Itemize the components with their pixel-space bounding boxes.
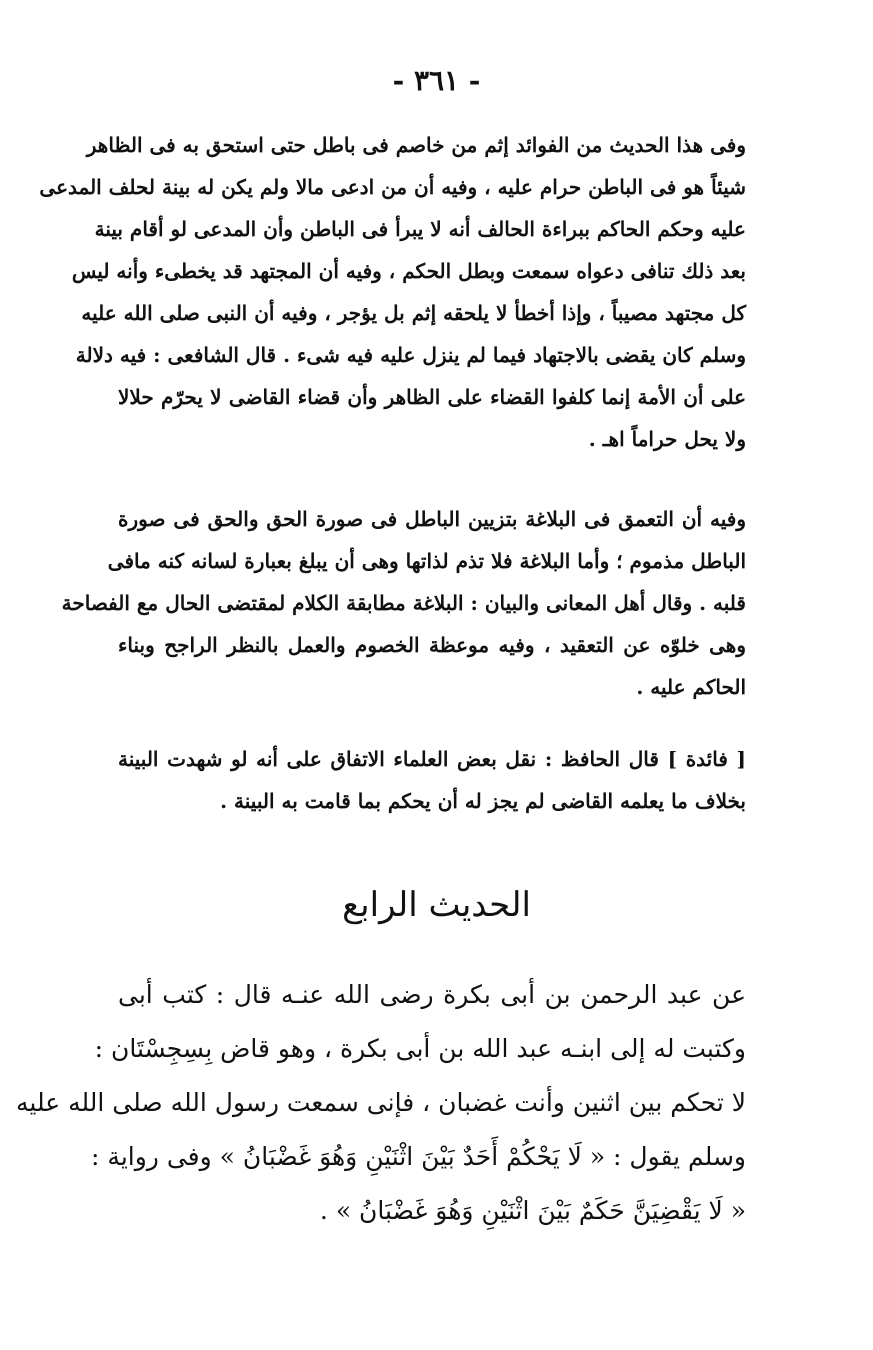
text-line: الباطل مذموم ؛ وأما البلاغة فلا تذم لذاتها وهى أن يبلغ بعبارة لسانه كنه مافى: [107, 549, 746, 573]
text-line: على أن الأمة إنما كلفوا القضاء على الظاهر وأن قضاء القاضى لا يحرّم حلالا: [118, 385, 746, 409]
text-line: قلبه . وقال أهل المعانى والبيان : البلاغة مطابقة الكلام لمقتضى الحال مع الفصاحة: [61, 591, 746, 615]
text-line: وفى هذا الحديث من الفوائد إثم من خاصم فى باطل حتى استحق به فى الظاهر: [86, 133, 746, 157]
text-line: بعد ذلك تنافى دعواه سمعت وبطل الحكم ، وفيه أن المجتهد قد يخطىء وأنه ليس: [71, 259, 746, 283]
text-line: وفيه أن التعمق فى البلاغة بتزيين الباطل فى صورة الحق والحق فى صورة: [118, 507, 746, 531]
text-line: لا تحكم بين اثنين وأنت غضبان ، فإنى سمعت رسول الله صلى الله عليه: [16, 1088, 746, 1117]
hadith-text: [16, 968, 746, 1238]
text-line: [ فائدة ] قال الحافظ : نقل بعض العلماء الاتفاق على أنه لو شهدت البينة: [118, 747, 746, 771]
paragraph-eloquence: [61, 498, 746, 708]
paragraph-benefits: [39, 124, 746, 460]
text-line: وهى خلوّه عن التعقيد ، وفيه موعظة الخصوم والعمل بالنظر الراجح وبناء: [118, 633, 746, 657]
paragraph-note: [118, 738, 746, 822]
text-line: عليه وحكم الحاكم ببراءة الحالف أنه لا يبرأ فى الباطن وأن المدعى لو أقام بينة: [94, 217, 746, 241]
text-line: الحاكم عليه .: [636, 675, 746, 699]
text-line: عن عبد الرحمن بن أبى بكرة رضى الله عنـه قال : كتب أبى: [118, 980, 746, 1009]
text-line: وسلم كان يقضى بالاجتهاد فيما لم ينزل عليه فيه شىء . قال الشافعى : فيه دلالة: [75, 343, 746, 367]
section-heading: الحديث الرابع: [342, 885, 531, 925]
text-line: وسلم يقول : « لَا يَحْكُمْ أَحَدٌ بَيْنَ اثْنَيْنِ وَهُوَ غَضْبَانُ » وفى رواية :: [91, 1142, 746, 1171]
text-line: وكتبت له إلى ابنـه عبد الله بن أبى بكرة ، وهو قاض بِسِجِسْتَان :: [94, 1034, 746, 1063]
text-line: « لَا يَقْضِيَنَّ حَكَمٌ بَيْنَ اثْنَيْنِ وَهُوَ غَضْبَانُ » .: [319, 1196, 746, 1225]
text-line: شيئاً هو فى الباطن حرام عليه ، وفيه أن من ادعى مالا ولم يكن له بينة لحلف المدعى: [39, 175, 746, 199]
text-line: بخلاف ما يعلمه القاضى لم يجز له أن يحكم بما قامت به البينة .: [220, 789, 746, 813]
text-line: كل مجتهد مصيباً ، وإذا أخطأ لا يلحقه إثم بل يؤجر ، وفيه أن النبى صلى الله عليه: [81, 301, 746, 325]
text-line: ولا يحل حراماً اهـ .: [588, 427, 746, 451]
page-number: - ٣٦١ -: [392, 64, 481, 97]
